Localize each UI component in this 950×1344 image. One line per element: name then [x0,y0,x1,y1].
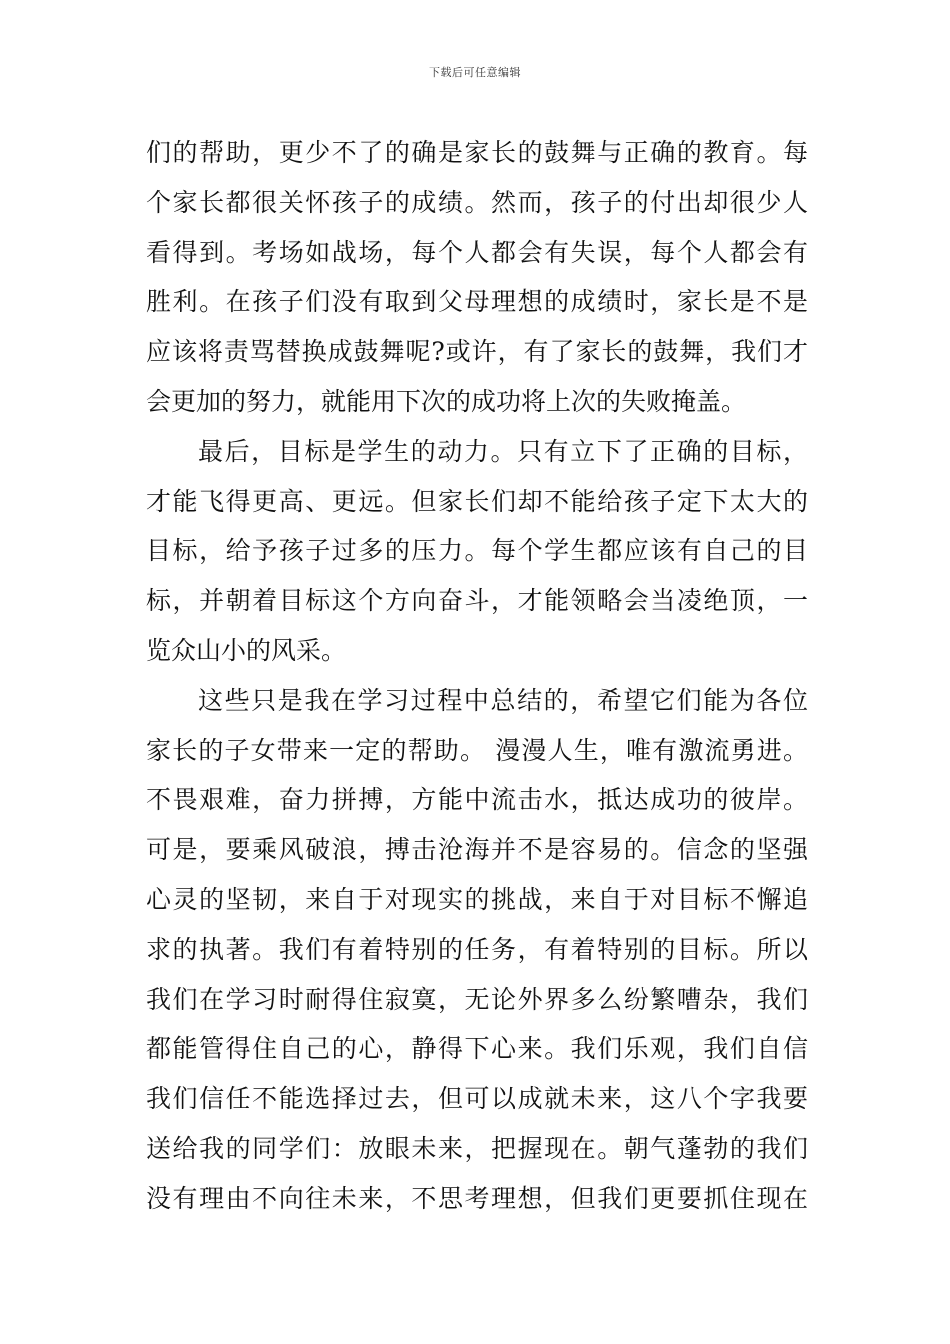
text-line: 最后，目标是学生的动力。只有立下了正确的目标， [198,436,808,466]
text-line: 都能管得住自己的心，静得下心来。我们乐观，我们自信 [146,1034,808,1064]
text-line: 标，并朝着目标这个方向奋斗，才能领略会当凌绝顶，一 [146,586,808,616]
text-line: 应该将责骂替换成鼓舞呢?或许，有了家长的鼓舞，我们才 [146,337,808,367]
body-text [146,128,808,1224]
text-line: 家长的子女带来一定的帮助。 漫漫人生，唯有激流勇进。 [146,735,808,765]
text-line: 览众山小的风采。 [146,635,347,665]
paragraph-3 [146,676,808,1224]
text-line: 心灵的坚韧，来自于对现实的挑战，来自于对目标不懈追 [146,884,808,914]
text-line: 才能飞得更高、更远。但家长们却不能给孩子定下太大的 [146,486,808,516]
text-line: 没有理由不向往未来，不思考理想，但我们更要抓住现在 [146,1183,808,1213]
text-line: 目标，给予孩子过多的压力。每个学生都应该有自己的目 [146,536,808,566]
text-line: 可是，要乘风破浪，搏击沧海并不是容易的。信念的坚强 [146,835,808,865]
text-line: 看得到。考场如战场，每个人都会有失误，每个人都会有 [146,237,808,267]
text-line: 不畏艰难，奋力拼搏，方能中流击水，抵达成功的彼岸。 [146,785,808,815]
paragraph-2 [146,427,808,676]
paragraph-1 [146,128,808,427]
text-line: 胜利。在孩子们没有取到父母理想的成绩时，家长是不是 [146,287,808,317]
text-line: 会更加的努力，就能用下次的成功将上次的失败掩盖。 [146,386,747,416]
text-line: 这些只是我在学习过程中总结的，希望它们能为各位 [198,685,808,715]
text-line: 我们在学习时耐得住寂寞，无论外界多么纷繁嘈杂，我们 [146,984,808,1014]
text-line: 我们信任不能选择过去，但可以成就未来，这八个字我要 [146,1084,808,1114]
text-line: 们的帮助，更少不了的确是家长的鼓舞与正确的教育。每 [146,138,808,167]
text-line: 求的执著。我们有着特别的任务，有着特别的目标。所以 [146,934,808,964]
text-line: 送给我的同学们：放眼未来，把握现在。朝气蓬勃的我们 [146,1133,808,1163]
text-line: 个家长都很关怀孩子的成绩。然而，孩子的付出却很少人 [146,187,808,217]
page-header: 下载后可任意编辑 [429,66,521,79]
